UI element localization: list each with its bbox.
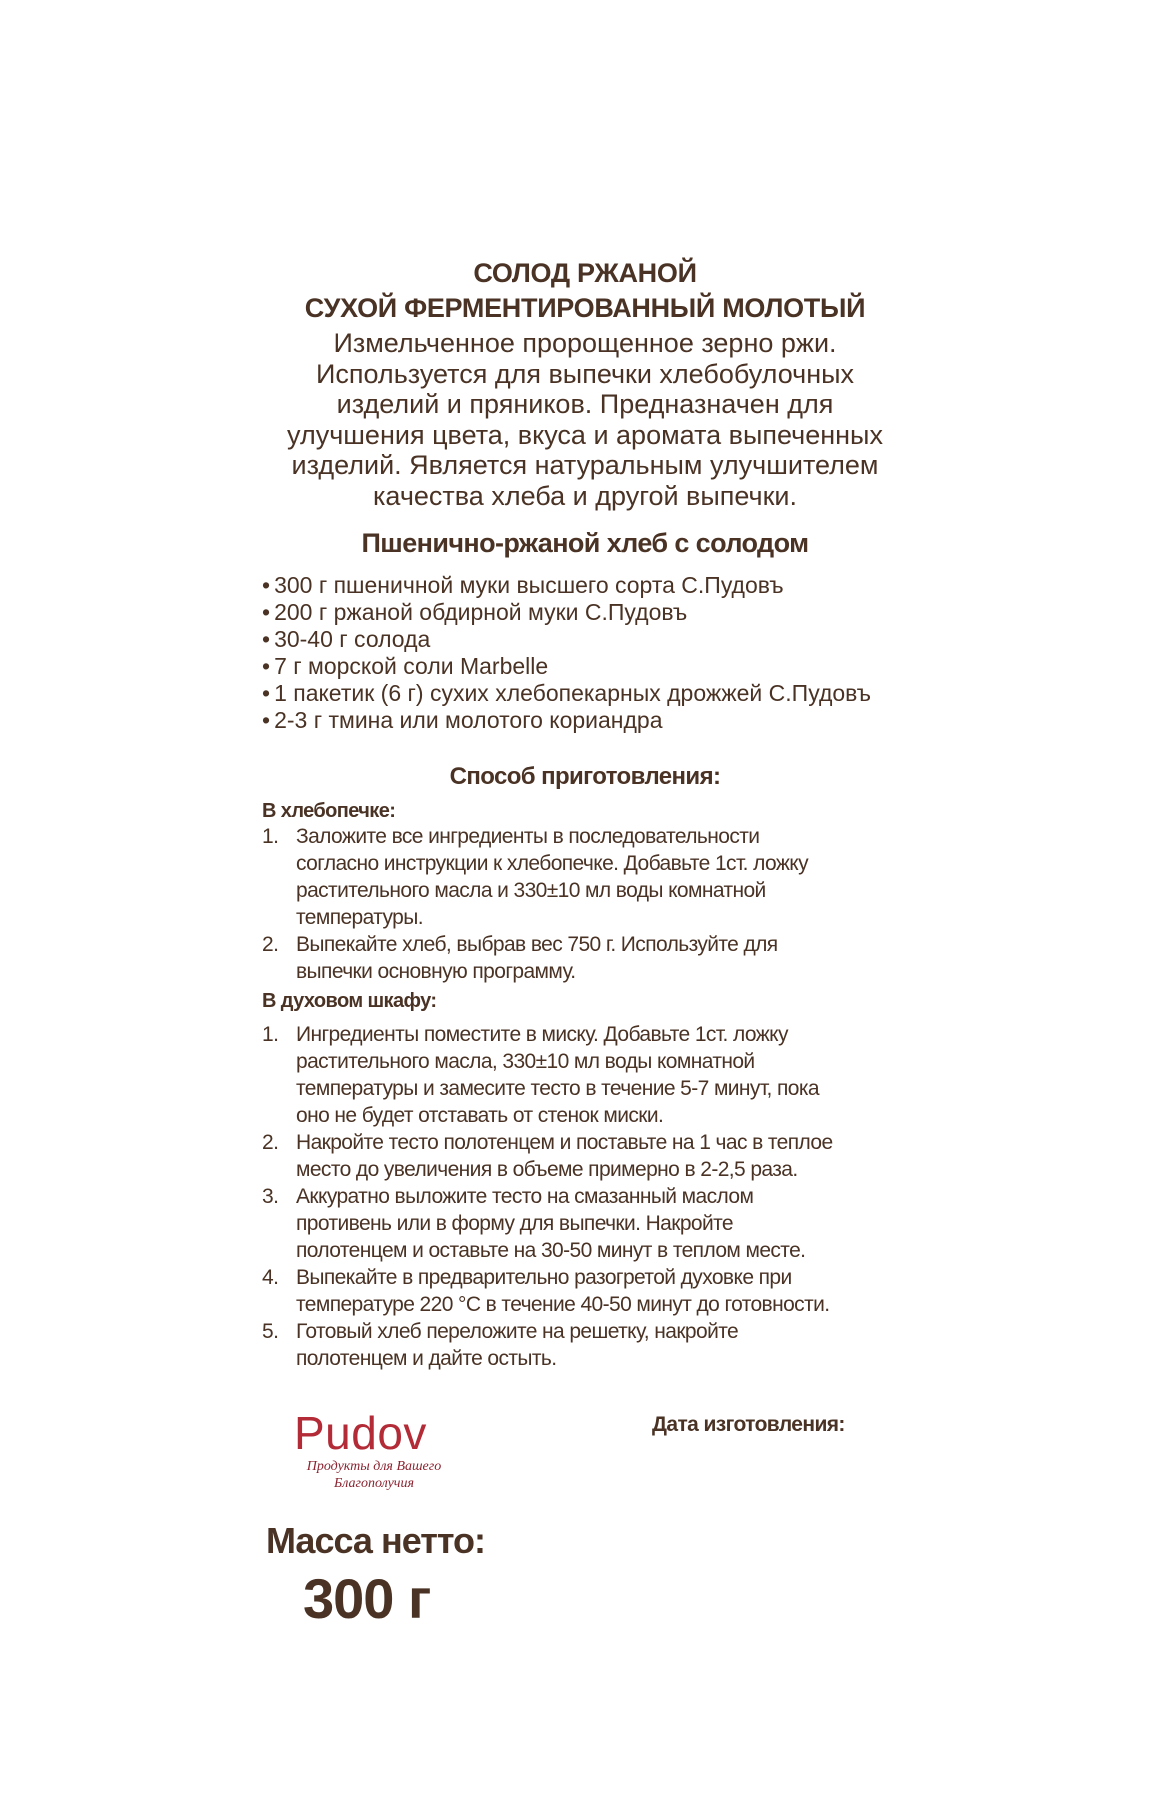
step-text-line: растительного масла, 330±10 мл воды комнатной <box>296 1050 755 1073</box>
step-item <box>262 1264 962 1318</box>
method-title: Способ приготовления: <box>449 763 721 790</box>
ingredient-item: • 7 г морской соли Marbelle <box>262 653 1062 680</box>
step-text-line: Заложите все ингредиенты в последовательности <box>296 825 760 848</box>
step-number: 3. <box>262 1185 279 1208</box>
step-text-line: полотенцем и дайте остыть. <box>296 1347 557 1370</box>
description-line: изделий и пряников. Предназначен для <box>336 389 834 419</box>
ingredient-item: • 30-40 г солода <box>262 626 1062 653</box>
step-text-line: Выпекайте хлеб, выбрав вес 750 г. Используйте для <box>296 933 778 956</box>
product-description <box>0 328 1170 511</box>
step-item <box>262 1183 962 1264</box>
brand-tagline-line1: Продукты для Вашего <box>306 1459 442 1474</box>
brand-tagline-line2: Благополучия <box>334 1476 414 1491</box>
step-text-line: Аккуратно выложите тесто на смазанный маслом <box>296 1185 754 1208</box>
step-number: 1. <box>262 825 279 848</box>
step-text-line: температуре 220 °С в течение 40-50 минут до готовности. <box>296 1293 830 1316</box>
step-text-line: Готовый хлеб переложите на решетку, накройте <box>296 1320 739 1343</box>
ingredients-list <box>262 572 1062 734</box>
step-number: 1. <box>262 1023 279 1046</box>
description-line: Измельченное пророщенное зерно ржи. <box>333 328 837 358</box>
ingredient-item: • 2-3 г тмина или молотого кориандра <box>262 707 1062 734</box>
description-line: изделий. Является натуральным улучшителем <box>291 450 879 480</box>
step-item <box>262 1318 962 1372</box>
step-number: 2. <box>262 933 279 956</box>
breadmaker-steps <box>262 823 962 985</box>
brand-tagline <box>294 1458 454 1492</box>
step-text-line: Ингредиенты поместите в миску. Добавьте 1ст. ложку <box>296 1023 788 1046</box>
step-text-line: Выпекайте в предварительно разогретой духовке при <box>296 1266 792 1289</box>
step-text-line: согласно инструкции к хлебопечке. Добавьте 1ст. ложку <box>296 852 809 875</box>
recipe-title: Пшенично-ржаной хлеб с солодом <box>361 528 809 558</box>
oven-heading: В духовом шкафу: <box>262 990 437 1012</box>
step-number: 5. <box>262 1320 279 1343</box>
brand-logo <box>294 1407 454 1492</box>
breadmaker-heading: В хлебопечке: <box>262 800 396 822</box>
step-number: 2. <box>262 1131 279 1154</box>
step-text-line: выпечки основную программу. <box>296 960 576 983</box>
product-title-line2: СУХОЙ ФЕРМЕНТИРОВАННЫЙ МОЛОТЫЙ <box>304 293 866 323</box>
ingredient-item: • 200 г ржаной обдирной муки С.Пудовъ <box>262 599 1062 626</box>
step-item <box>262 931 962 985</box>
net-mass-label: Масса нетто: <box>266 1520 486 1561</box>
step-text-line: место до увеличения в объеме примерно в 2-2,5 раза. <box>296 1158 798 1181</box>
description-line: улучшения цвета, вкуса и аромата выпеченных <box>287 419 883 450</box>
description-line: Используется для выпечки хлебобулочных <box>315 358 855 389</box>
brand-logo-wordmark: Pudov <box>294 1407 427 1459</box>
step-text-line: растительного масла и 330±10 мл воды комнатной <box>296 879 766 902</box>
step-number: 4. <box>262 1266 279 1289</box>
ingredient-item: • 300 г пшеничной муки высшего сорта С.Пудовъ <box>262 572 1062 599</box>
step-item <box>262 823 962 931</box>
step-text-line: полотенцем и оставьте на 30-50 минут в теплом месте. <box>296 1239 806 1262</box>
step-text-line: температуры и замесите тесто в течение 5-7 минут, пока <box>296 1077 819 1100</box>
step-text-line: Накройте тесто полотенцем и поставьте на 1 час в теплое <box>296 1131 833 1154</box>
net-mass-value: 300 г <box>303 1567 431 1630</box>
step-text-line: температуры. <box>296 906 423 929</box>
step-text-line: противень или в форму для выпечки. Накройте <box>296 1212 734 1235</box>
step-item <box>262 1021 962 1129</box>
production-date-label: Дата изготовления: <box>652 1413 845 1436</box>
step-text-line: оно не будет отставать от стенок миски. <box>296 1104 664 1127</box>
description-line: качества хлеба и другой выпечки. <box>372 480 798 511</box>
product-title-line1: СОЛОД РЖАНОЙ <box>473 258 697 288</box>
oven-steps <box>262 1021 962 1372</box>
ingredient-item: • 1 пакетик (6 г) сухих хлебопекарных дрожжей С.Пудовъ <box>262 680 1062 707</box>
step-item <box>262 1129 962 1183</box>
